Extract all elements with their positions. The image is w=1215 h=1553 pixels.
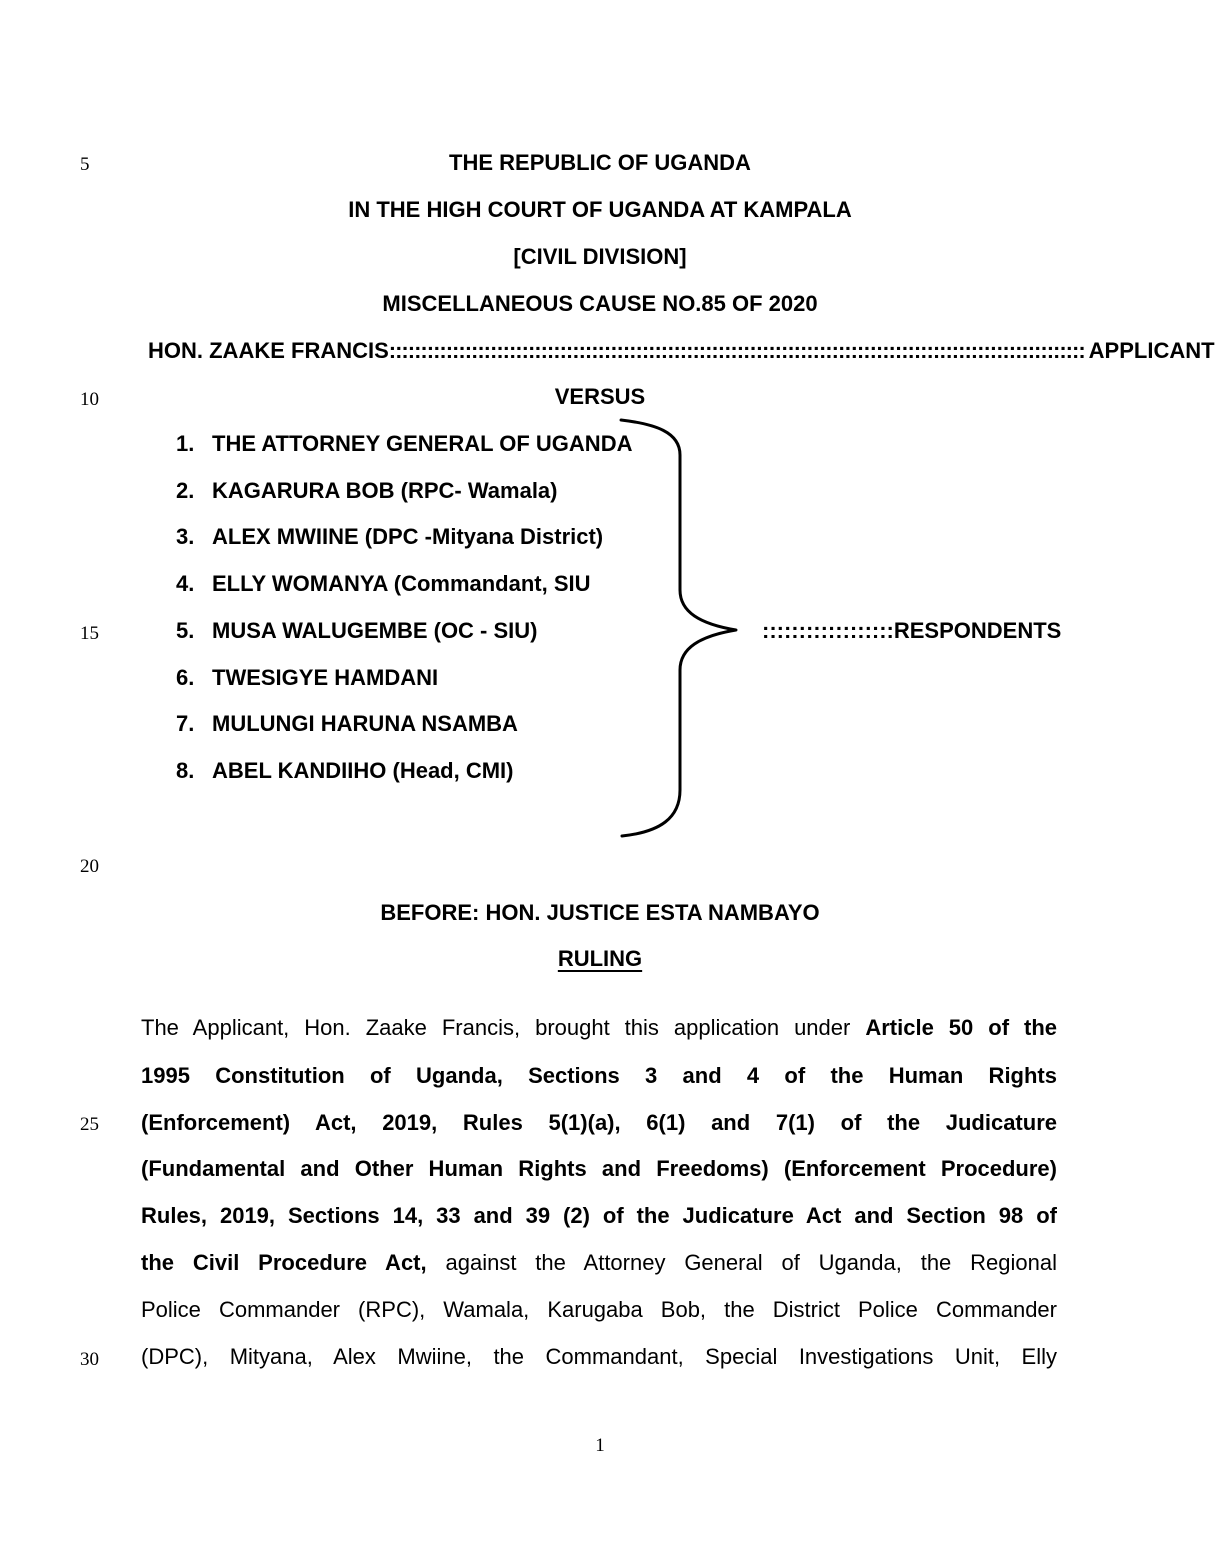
paragraph-bold-text: Article 50 of the — [865, 1015, 1058, 1040]
paragraph-text: The Applicant, Hon. Zaake Francis, brought this application under — [141, 1015, 866, 1040]
paragraph-bold-text: (Fundamental and Other Human Rights and Freedoms) (Enforcement Procedure) — [141, 1156, 1057, 1181]
respondent-text: KAGARURA BOB (RPC- Wamala) — [212, 478, 558, 503]
paragraph-bold-text: the Civil Procedure Act, — [141, 1250, 427, 1275]
respondent-number: 4. — [176, 571, 195, 596]
paragraph-line-5 — [141, 1205, 1057, 1227]
versus-label: VERSUS — [554, 384, 646, 409]
respondent-number: 6. — [176, 665, 195, 690]
header-cause-number: MISCELLANEOUS CAUSE NO.85 OF 2020 — [382, 291, 818, 316]
applicant-role: APPLICANT — [1088, 338, 1215, 363]
line-number-10: 10 — [80, 389, 99, 410]
respondent-number: 2. — [176, 478, 195, 503]
ruling-title-container — [0, 948, 1200, 970]
paragraph-line-2 — [141, 1065, 1057, 1087]
line-number-5: 5 — [80, 154, 90, 175]
paragraph-bold-text: Rules, 2019, Sections 14, 33 and 39 (2) of the Judicature Act and Section 98 of — [141, 1203, 1057, 1228]
paragraph-bold-text: 1995 Constitution of Uganda, Sections 3 and 4 of the Human Rights — [141, 1063, 1057, 1088]
paragraph-text: against the Attorney General of Uganda, the Regional — [426, 1250, 1057, 1275]
respondent-text: TWESIGYE HAMDANI — [212, 665, 439, 690]
applicant-name: HON. ZAAKE FRANCIS — [148, 338, 389, 363]
header-court: IN THE HIGH COURT OF UGANDA AT KAMPALA — [348, 197, 852, 222]
line-number-30: 30 — [80, 1349, 99, 1370]
respondent-text: ALEX MWIINE (DPC -Mityana District) — [212, 524, 604, 549]
paragraph-line-8 — [141, 1346, 1057, 1368]
respondent-text: MULUNGI HARUNA NSAMBA — [212, 711, 518, 736]
applicant-dots: :::::::::::::::::::::::::::::::::::::::::::::::::::::::::::::::::::::::::::::::::::::::::::::::::::::::::::::: — [388, 338, 1085, 363]
page-number: 1 — [595, 1435, 605, 1456]
paragraph-line-6 — [141, 1252, 1057, 1274]
paragraph-line-3 — [141, 1112, 1057, 1134]
respondent-number: 5. — [176, 618, 195, 643]
line-number-15: 15 — [80, 623, 99, 644]
ruling-title: RULING — [557, 946, 643, 971]
paragraph-text: Police Commander (RPC), Wamala, Karugaba Bob, the District Police Commander — [141, 1297, 1057, 1322]
respondent-number: 1. — [176, 431, 195, 456]
before-judge: BEFORE: HON. JUSTICE ESTA NAMBAYO — [380, 900, 820, 925]
respondent-number: 7. — [176, 711, 195, 736]
paragraph-line-1 — [141, 1017, 1057, 1039]
respondent-text: THE ATTORNEY GENERAL OF UGANDA — [212, 431, 633, 456]
respondent-number: 3. — [176, 524, 195, 549]
respondent-text: ABEL KANDIIHO (Head, CMI) — [212, 758, 514, 783]
respondent-number: 8. — [176, 758, 195, 783]
line-number-20: 20 — [80, 856, 99, 877]
paragraph-line-4 — [141, 1158, 1057, 1180]
paragraph-line-7 — [141, 1299, 1057, 1321]
header-republic: THE REPUBLIC OF UGANDA — [449, 150, 751, 175]
line-number-25: 25 — [80, 1114, 99, 1135]
header-division: [CIVIL DIVISION] — [513, 244, 687, 269]
paragraph-text: (DPC), Mityana, Alex Mwiine, the Commandant, Special Investigations Unit, Elly — [141, 1344, 1057, 1369]
paragraph-bold-text: (Enforcement) Act, 2019, Rules 5(1)(a), 6(1) and 7(1) of the Judicature — [141, 1110, 1057, 1135]
respondent-text: MUSA WALUGEMBE (OC - SIU) — [212, 618, 538, 643]
respondents-label: ::::::::::::::::::RESPONDENTS — [762, 618, 1062, 643]
respondent-text: ELLY WOMANYA (Commandant, SIU — [212, 571, 591, 596]
